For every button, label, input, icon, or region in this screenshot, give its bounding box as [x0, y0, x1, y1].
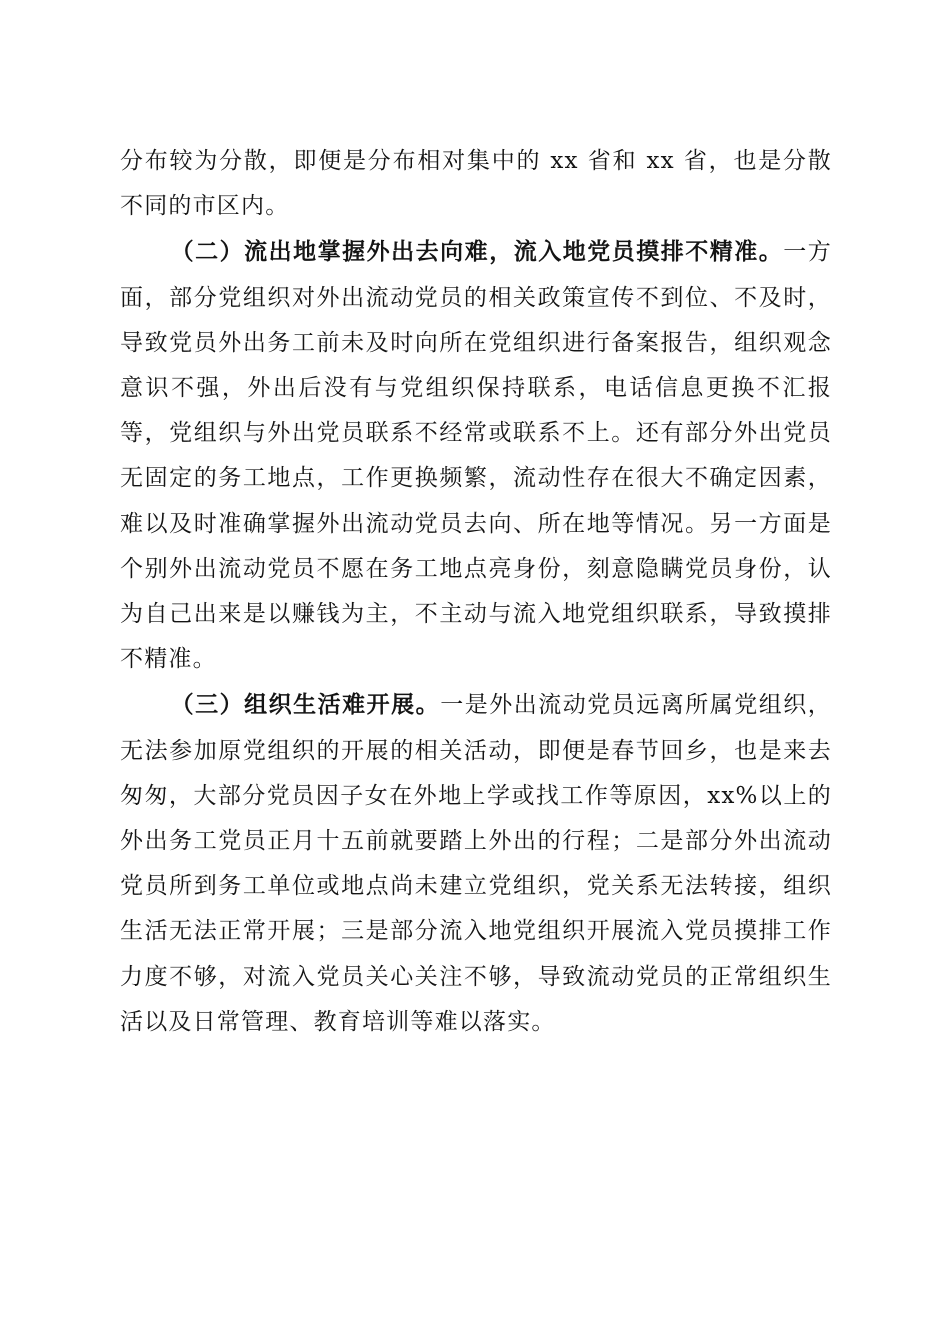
paragraph-body: 分布较为分散，即便是分布相对集中的 xx 省和 xx 省，也是分散不同的市区内。 [120, 148, 832, 220]
paragraph-section-2 [120, 229, 832, 682]
paragraph-continuation [120, 139, 832, 229]
paragraph-section-3 [120, 682, 832, 1045]
paragraph-body: 一方面，部分党组织对外出流动党员的相关政策宣传不到位、不及时，导致党员外出务工前未及时向所在党组织进行备案报告，组织观念意识不强，外出后没有与党组织保持联系，电话信息更换不汇报等，党组织与外出党员联系不经常或联系不上。还有部分外出党员无固定的务工地点，工作更换频繁，流动性存在很大不确定因素，难以及时准确掌握外出流动党员去向、所在地等情况。另一方面是个别外出流动党员不愿在务工地点亮身份，刻意隐瞒党员身份，认为自己出来是以赚钱为主，不主动与流入地党组织联系，导致摸排不精准。 [120, 239, 833, 673]
section-heading: （二）流出地掌握外出去向难，流入地党员摸排不精准。 [170, 238, 784, 266]
section-heading: （三）组织生活难开展。 [170, 691, 441, 719]
document-page [120, 139, 832, 1045]
paragraph-body: 一是外出流动党员远离所属党组织，无法参加原党组织的开展的相关活动，即便是春节回乡，也是来去匆匆，大部分党员因子女在外地上学或找工作等原因，xx%以上的外出务工党员正月十五前就要踏上外出的行程；二是部分外出流动党员所到务工单位或地点尚未建立党组织，党关系无法转接，组织生活无法正常开展；三是部分流入地党组织开展流入党员摸排工作力度不够，对流入党员关心关注不够，导致流动党员的正常组织生活以及日常管理、教育培训等难以落实。 [120, 692, 833, 1035]
